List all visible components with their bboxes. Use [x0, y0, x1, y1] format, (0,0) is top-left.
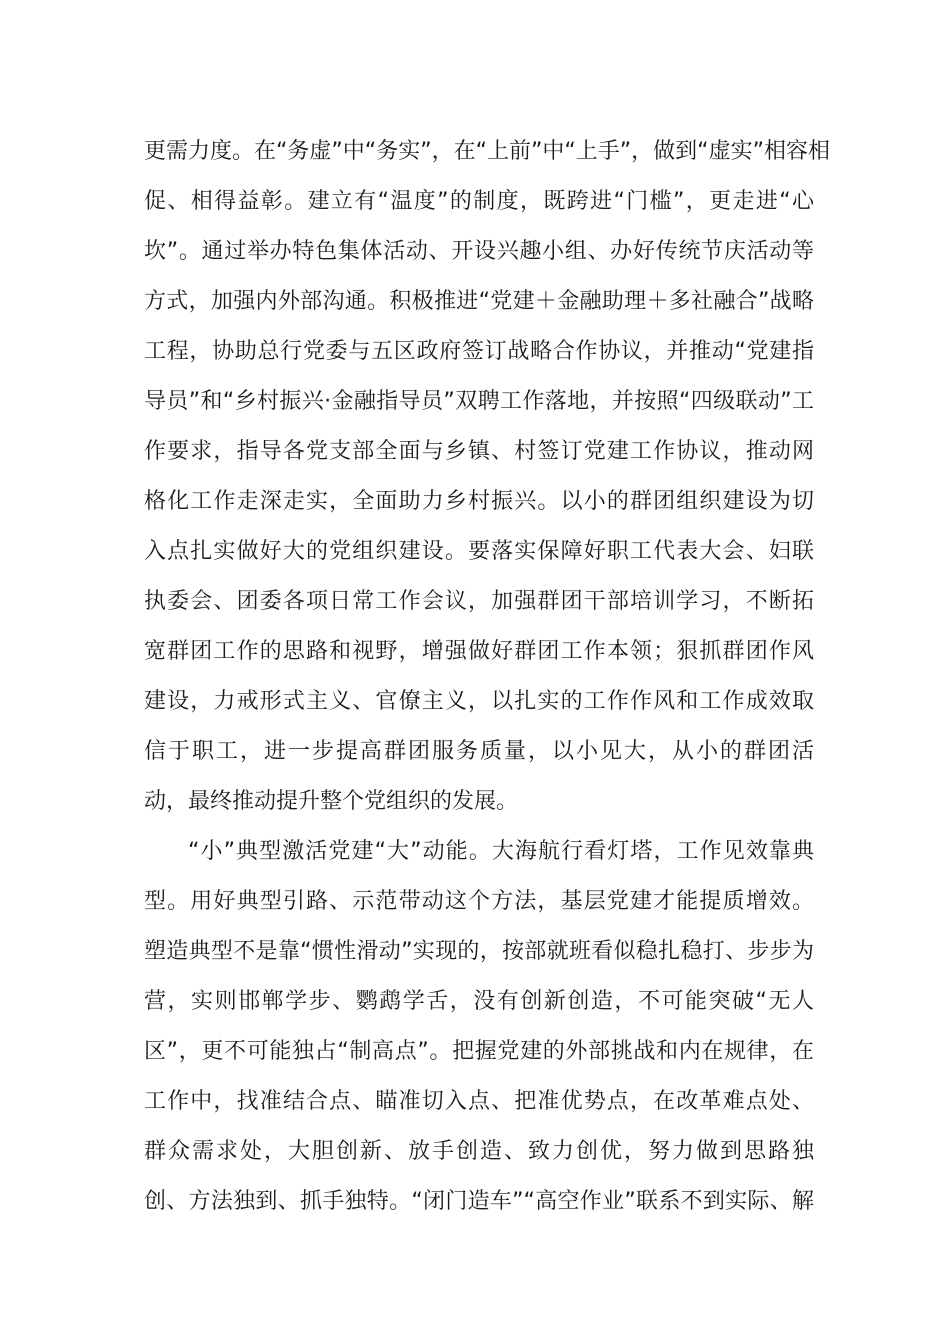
- text-line: “小”典型激活党建“大”动能。大海航行看灯塔，工作见效靠典: [188, 839, 814, 864]
- text-line: 工程，协助总行党委与五区政府签订战略合作协议，并推动“党建指: [144, 339, 814, 364]
- text-line: 入点扎实做好大的党组织建设。要落实保障好职工代表大会、妇联: [144, 539, 814, 564]
- text-line: 更需力度。在“务虚”中“务实”，在“上前”中“上手”，做到“虚实”相容相: [144, 139, 830, 164]
- text-line: 促、相得益彰。建立有“温度”的制度，既跨进“门槛”，更走进“心: [144, 189, 814, 214]
- text-line: 动，最终推动提升整个党组织的发展。: [144, 789, 519, 814]
- text-line: 创、方法独到、抓手独特。“闭门造车”“高空作业”联系不到实际、解: [144, 1189, 814, 1214]
- text-line: 格化工作走深走实，全面助力乡村振兴。以小的群团组织建设为切: [144, 489, 814, 514]
- body-text: [144, 127, 830, 1227]
- text-line: 营，实则邯郸学步、鹦鹉学舌，没有创新创造，不可能突破“无人: [144, 989, 814, 1014]
- text-line: 型。用好典型引路、示范带动这个方法，基层党建才能提质增效。: [144, 889, 814, 914]
- text-line: 塑造典型不是靠“惯性滑动”实现的，按部就班看似稳扎稳打、步步为: [144, 939, 814, 964]
- text-line: 导员”和“乡村振兴·金融指导员”双聘工作落地，并按照“四级联动”工: [144, 389, 814, 414]
- text-line: 方式，加强内外部沟通。积极推进“党建＋金融助理＋多社融合”战略: [144, 289, 814, 314]
- text-line: 群众需求处，大胆创新、放手创造、致力创优，努力做到思路独: [144, 1139, 814, 1164]
- text-line: 执委会、团委各项日常工作会议，加强群团干部培训学习，不断拓: [144, 589, 814, 614]
- text-line: 建设，力戒形式主义、官僚主义，以扎实的工作作风和工作成效取: [144, 689, 814, 714]
- text-line: 工作中，找准结合点、瞄准切入点、把准优势点，在改革难点处、: [144, 1089, 814, 1114]
- text-line: 宽群团工作的思路和视野，增强做好群团工作本领；狠抓群团作风: [144, 639, 814, 664]
- text-line: 信于职工，进一步提高群团服务质量，以小见大，从小的群团活: [144, 739, 814, 764]
- text-line: 区”，更不可能独占“制高点”。把握党建的外部挑战和内在规律，在: [144, 1039, 814, 1064]
- text-line: 坎”。通过举办特色集体活动、开设兴趣小组、办好传统节庆活动等: [144, 239, 814, 264]
- text-line: 作要求，指导各党支部全面与乡镇、村签订党建工作协议，推动网: [144, 439, 814, 464]
